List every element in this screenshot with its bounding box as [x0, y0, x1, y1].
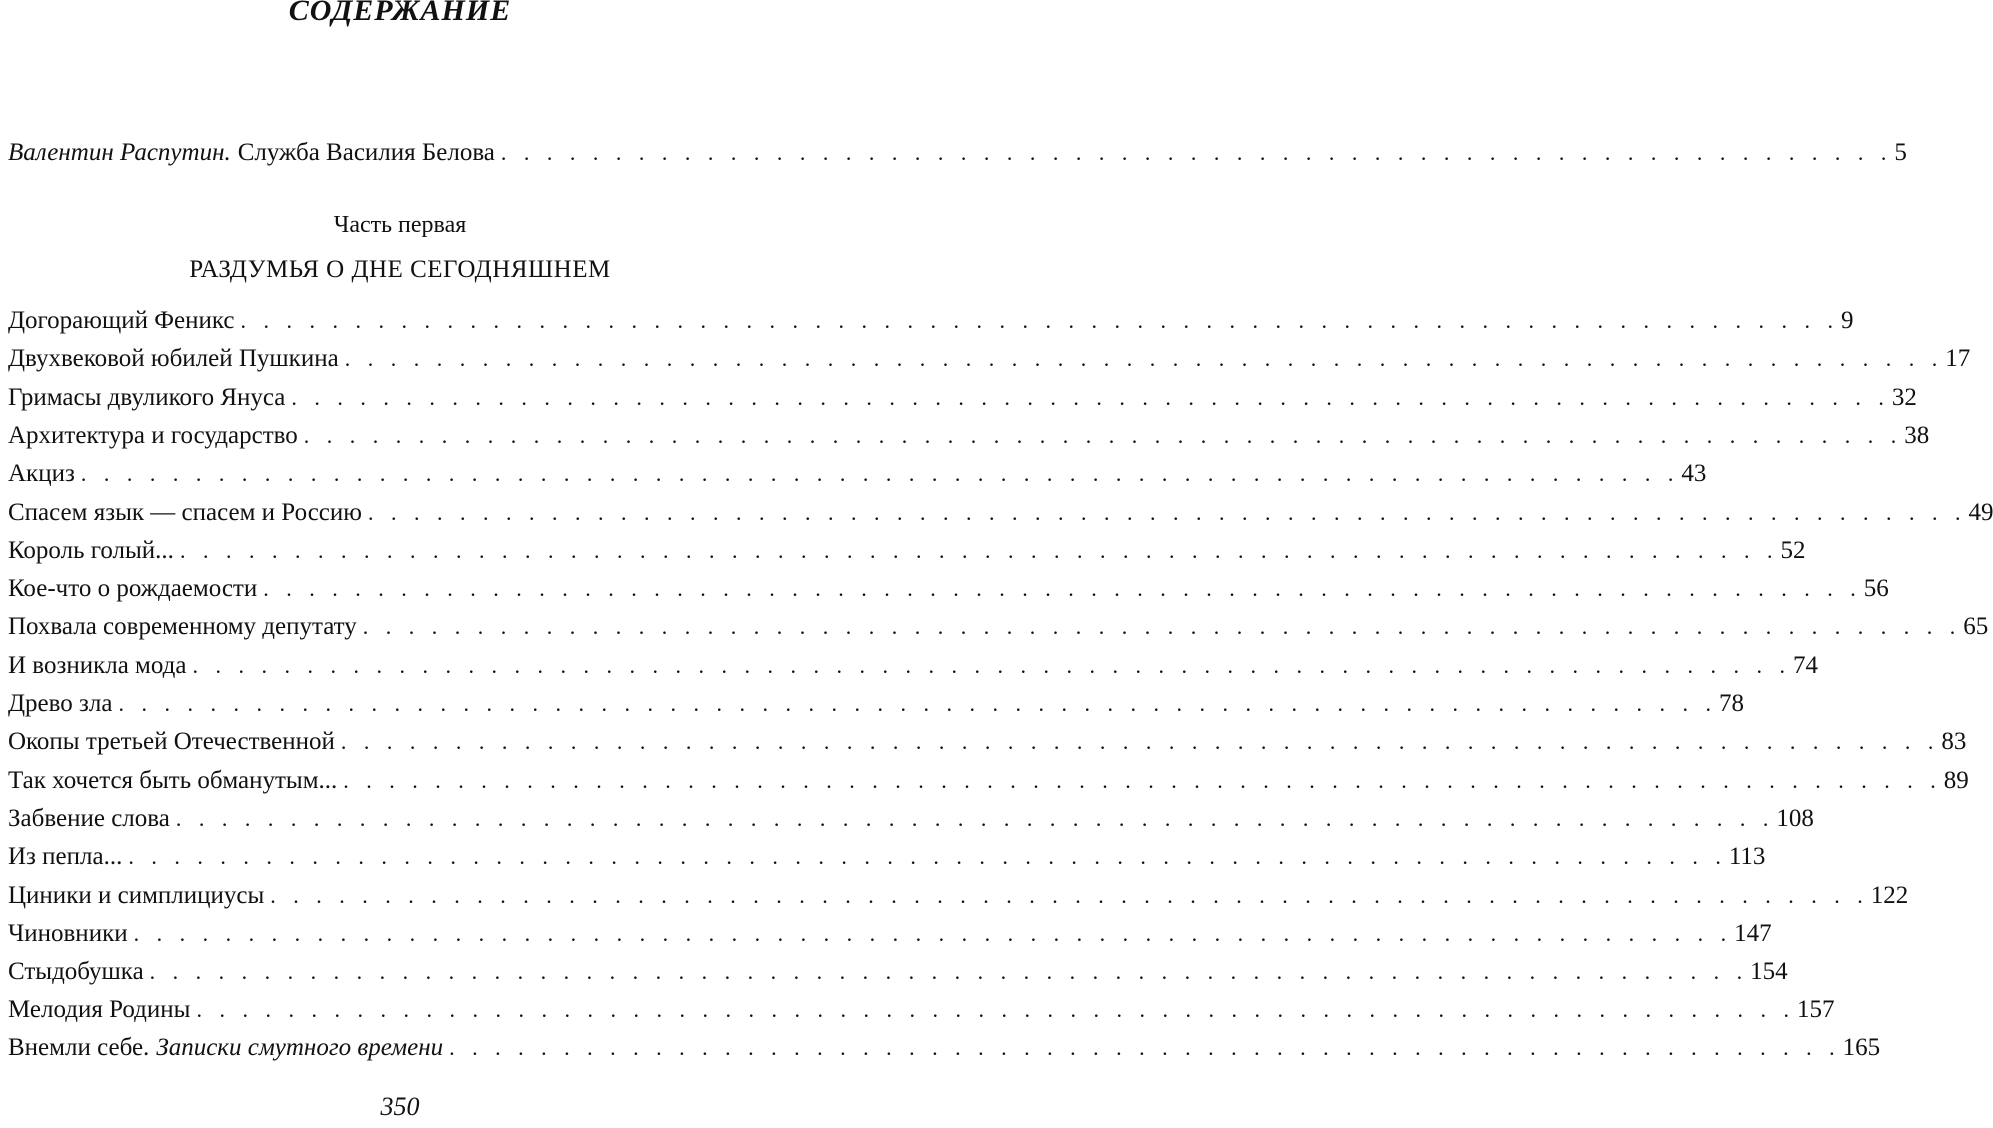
toc-entry-page: 108: [1776, 804, 1814, 832]
last-entry-title: Внемли себе.: [8, 1034, 150, 1061]
toc-entry: [8, 838, 1766, 876]
toc-entry-page: 56: [1863, 575, 1889, 603]
toc-entry: [8, 608, 1989, 646]
toc-entry-page: 78: [1718, 690, 1744, 717]
toc-entry: [8, 455, 1707, 493]
toc-entry-title: Двухвековой юбилей Пушкина: [8, 345, 339, 373]
toc-entry-title: Из пепла...: [8, 843, 123, 871]
dot-leader: . . . . . . . . . . . . . . . . . . . . . . . . . . . . . . . . . . . . . . . . . . . . . . . . . . . . . . . . . . . . . . . . . . . . . .: [80, 461, 1680, 487]
part-label: Часть первая: [333, 212, 467, 238]
toc-entry-page: 52: [1780, 536, 1806, 564]
toc-entry-page: 113: [1728, 843, 1766, 871]
toc-entry-page: 9: [1840, 307, 1854, 334]
toc-entry: [8, 570, 1889, 608]
dot-leader: . . . . . . . . . . . . . . . . . . . . . . . . . . . . . . . . . . . . . . . . . . . . . . . . . . . . . . . . . . . . . . . . . . . . . .: [196, 997, 1795, 1023]
toc-entry: [8, 417, 1930, 455]
toc-entry-page: 157: [1796, 996, 1835, 1024]
preface-page: 5: [1894, 139, 1907, 166]
toc-entry-title: Кое-что о рождаемости: [8, 575, 258, 603]
toc-entry-title: Похвала современному депутату: [8, 613, 357, 641]
toc-entry-title: Догорающий Феникс: [8, 307, 235, 334]
toc-entry-last: [8, 1029, 1881, 1067]
toc-entry: [8, 953, 1788, 991]
toc-entry: [8, 991, 1835, 1029]
toc-entry: [8, 379, 1917, 417]
toc-entry-page: 49: [1968, 498, 1993, 526]
dot-leader: . . . . . . . . . . . . . . . . . . . . . . . . . . . . . . . . . . . . . . . . . . . . . . . . . . . . . . . . . . . . . . . . . . . . . .: [118, 691, 1717, 716]
dot-leader: . . . . . . . . . . . . . . . . . . . . . . . . . . . . . . . . . . . . . . . . . . . . . . . . . . . . . . . . . . . . . . . . . . . . . .: [175, 805, 1775, 831]
dot-leader: . . . . . . . . . . . . . . . . . . . . . . . . . . . . . . . . . . . . . . . . . . . . . . . . . . . . . . . . . . . . . . . . . . . . . .: [133, 920, 1733, 946]
dot-leader: . . . . . . . . . . . . . . . . . . . . . . . . . . . . . . . . . . . . . . . . . . . . . . . . . . . . . . . . . . . . . . . . . . . . . .: [303, 422, 1903, 448]
toc-entry-page: 43: [1681, 460, 1707, 488]
toc-entry-title: Циники и симплициусы: [8, 881, 265, 909]
toc-entry: [8, 532, 1806, 570]
toc-entry-title: Забвение слова: [8, 804, 170, 832]
toc-entry-page: 74: [1792, 651, 1818, 679]
toc-entry-preface: [8, 134, 1907, 172]
dot-leader: . . . . . . . . . . . . . . . . . . . . . . . . . . . . . . . . . . . . . . . . . . . . . . . . . . . . . . . . . . . . . . . . . . . . . .: [270, 882, 1869, 908]
toc-entry-title: Архитектура и государство: [8, 421, 298, 449]
toc-entry-page: 83: [1941, 728, 1967, 756]
preface-title: Служба Василия Белова: [237, 139, 495, 166]
toc-entry-page: 89: [1943, 766, 1969, 794]
toc-entry: [8, 723, 1967, 761]
toc-entry-page: 65: [1963, 613, 1989, 641]
dot-leader: . . . . . . . . . . . . . . . . . . . . . . . . . . . . . . . . . . . . . . . . . . . . . . . . . . . . . . . . . . . . . . . . . . . . . .: [291, 384, 1890, 410]
dot-leader: . . . . . . . . . . . . . . . . . . . . . . . . . . . . . . . . . . . . . . . . . . . . . . . . . . . . . . . . . . . . . . . . . . . . . .: [367, 499, 1967, 525]
toc-entry-title: Древо зла: [8, 690, 113, 717]
toc-entry-title: Акциз: [8, 460, 75, 488]
toc-entry: [8, 762, 1969, 800]
part-title: РАЗДУМЬЯ О ДНЕ СЕГОДНЯШНЕМ: [189, 256, 611, 283]
toc-entry-page: 154: [1750, 958, 1788, 986]
dot-leader: . . . . . . . . . . . . . . . . . . . . . . . . . . . . . . . . . . . . . . . . . . . . . . . . . . . . . . . . . . . . . . . . . . . . . .: [240, 308, 1839, 333]
toc-entry-title: Стыдобушка: [8, 958, 144, 986]
toc-entry-title: Король голый...: [8, 536, 174, 564]
dot-leader: . . . . . . . . . . . . . . . . . . . . . . . . . . . . . . . . . . . . . . . . . . . . . . . . . . . . . . . . . . . . . . . . . . . . . .: [149, 959, 1749, 985]
dot-leader: . . . . . . . . . . . . . . . . . . . . . . . . . . . . . . . . . . . . . . . . . . . . . . . . . . . . . . . . . . . . . . . . . . . . . .: [192, 652, 1791, 678]
toc-entry: [8, 340, 1971, 378]
toc-entry-page: 32: [1891, 383, 1917, 411]
toc-entry: [8, 915, 1772, 953]
page-heading: СОДЕРЖАНИЕ: [288, 0, 512, 27]
toc-entry-title: Мелодия Родины: [8, 996, 191, 1024]
toc-entry-title: Спасем язык — спасем и Россию: [8, 498, 362, 526]
dot-leader: . . . . . . . . . . . . . . . . . . . . . . . . . . . . . . . . . . . . . . . . . . . . . . . . . . . . . . . . . . . . . . . . . . . . . .: [362, 614, 1962, 640]
toc-entry-title: Окопы третьей Отечественной: [8, 728, 335, 756]
toc-entry-page: 38: [1904, 421, 1930, 449]
toc-entry-title: Гримасы двуликого Януса: [8, 383, 286, 411]
toc-entry-title: Так хочется быть обманутым...: [8, 766, 338, 794]
toc-entry: [8, 877, 1909, 915]
dot-leader: . . . . . . . . . . . . . . . . . . . . . . . . . . . . . . . . . . . . . . . . . . . . . . . . . . . . . . . . . . . . . . . . . . . . . .: [179, 537, 1779, 563]
preface-author: Валентин Распутин.: [8, 139, 231, 166]
toc-entry-title: Чиновники: [8, 919, 128, 947]
dot-leader: . . . . . . . . . . . . . . . . . . . . . . . . . . . . . . . . . . . . . . . . . . . . . . . . . . . . . . . . . . . . .: [449, 1035, 1841, 1060]
dot-leader: . . . . . . . . . . . . . . . . . . . . . . . . . . . . . . . . . . . . . . . . . . . . . . . . . . . . . . . . . . . . . . . . . . . . . .: [344, 346, 1944, 372]
toc-entry-page: 17: [1945, 345, 1971, 373]
dot-leader: . . . . . . . . . . . . . . . . . . . . . . . . . . . . . . . . . . . . . . . . . . . . . . . . . . . . . . . . . . . . . . . . . . . . . .: [340, 729, 1940, 755]
toc-entry: [8, 800, 1814, 838]
toc-entry: [8, 685, 1744, 723]
dot-leader: . . . . . . . . . . . . . . . . . . . . . . . . . . . . . . . . . . . . . . . . . . . . . . . . . . . . . . . . . . . . . . . . . . . . . .: [263, 576, 1862, 602]
toc-entry: [8, 494, 1993, 532]
toc-entry-title: И возникла мода: [8, 651, 187, 679]
toc-entry-page: 147: [1734, 919, 1772, 947]
dot-leader: . . . . . . . . . . . . . . . . . . . . . . . . . . . . . . . . . . . . . . . . . . . . . . . . . . . . . . . . . . . . . . . . . . . . . .: [343, 767, 1942, 793]
dot-leader: . . . . . . . . . . . . . . . . . . . . . . . . . . . . . . . . . . . . . . . . . . . . . . . . . . . . . . . . . . . . . . . . . . . . . .: [128, 844, 1727, 870]
last-entry-subtitle: Записки смутного времени: [156, 1034, 444, 1061]
page-number: 350: [380, 1092, 420, 1121]
toc-entry-page: 122: [1870, 881, 1909, 909]
toc-entry: [8, 302, 1854, 340]
dot-leader: . . . . . . . . . . . . . . . . . . . . . . . . . . . . . . . . . . . . . . . . . . . . . . . . . . . . . . . . . . . . .: [500, 140, 1893, 165]
last-entry-page: 165: [1842, 1034, 1881, 1061]
toc-entry: [8, 647, 1818, 685]
